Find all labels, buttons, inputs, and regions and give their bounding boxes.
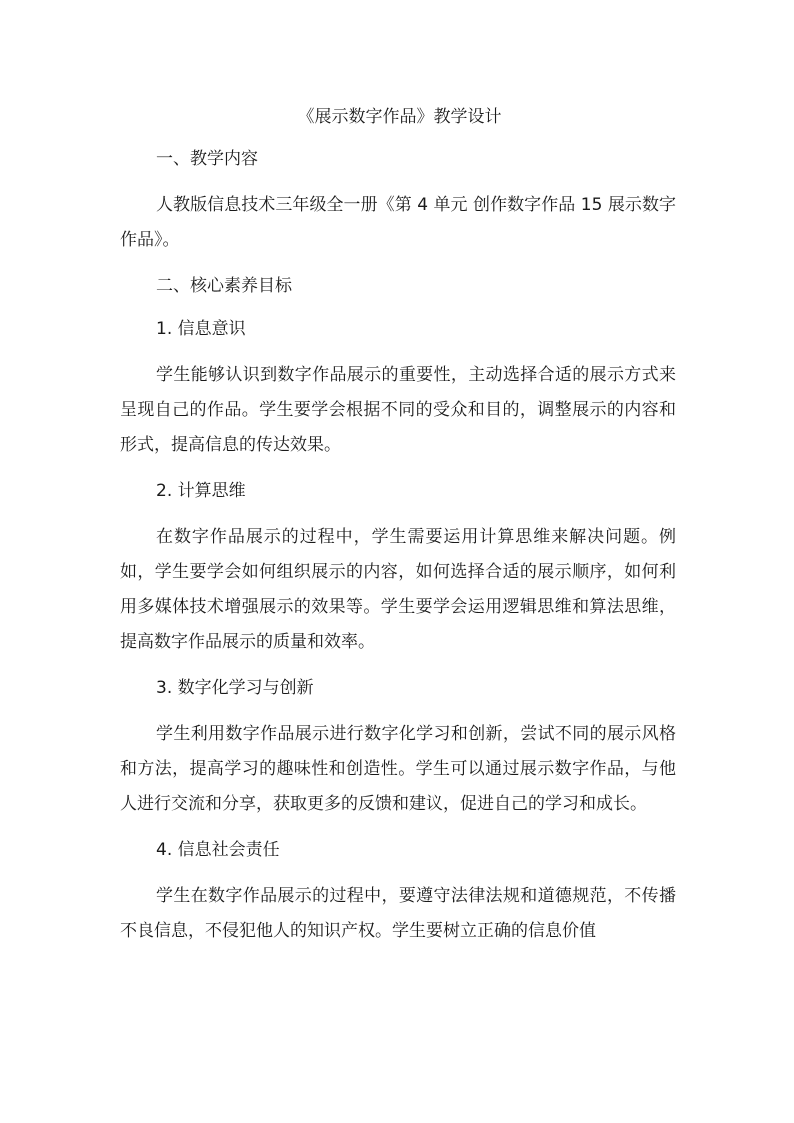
section-heading-core-literacy-goals: 二、核心素养目标	[156, 276, 292, 296]
goal-paragraph-computational-thinking: 在数字作品展示的过程中，学生需要运用计算思维来解决问题。例如，学生要学会如何组织展示的内容，如何选择合适的展示顺序，如何利用多媒体技术增强展示的效果等。学生要学会运用逻辑思维和算法思维，提高数字作品展示的质量和效率。	[120, 527, 676, 652]
document-title: 《展示数字作品》教学设计	[297, 107, 502, 127]
goal-heading-computational-thinking: 2. 计算思维	[156, 481, 246, 501]
teaching-content-paragraph: 人教版信息技术三年级全一册《第 4 单元 创作数字作品 15 展示数字作品》。	[120, 195, 676, 250]
section-heading-teaching-content: 一、教学内容	[156, 149, 258, 169]
goal-heading-information-awareness: 1. 信息意识	[156, 319, 246, 339]
goal-heading-information-social-responsibility: 4. 信息社会责任	[156, 840, 280, 860]
goal-paragraph-information-social-responsibility: 学生在数字作品展示的过程中，要遵守法律法规和道德规范，不传播不良信息，不侵犯他人的知识产权。学生要树立正确的信息价值	[120, 886, 676, 941]
document-body	[120, 103, 676, 949]
goal-paragraph-information-awareness: 学生能够认识到数字作品展示的重要性，主动选择合适的展示方式来呈现自己的作品。学生要学会根据不同的受众和目的，调整展示的内容和形式，提高信息的传达效果。	[120, 365, 676, 455]
goal-heading-digital-learning-innovation: 3. 数字化学习与创新	[156, 678, 314, 698]
goal-paragraph-digital-learning-innovation: 学生利用数字作品展示进行数字化学习和创新，尝试不同的展示风格和方法，提高学习的趣味性和创造性。学生可以通过展示数字作品，与他人进行交流和分享，获取更多的反馈和建议，促进自己的学习和成长。	[120, 724, 676, 814]
